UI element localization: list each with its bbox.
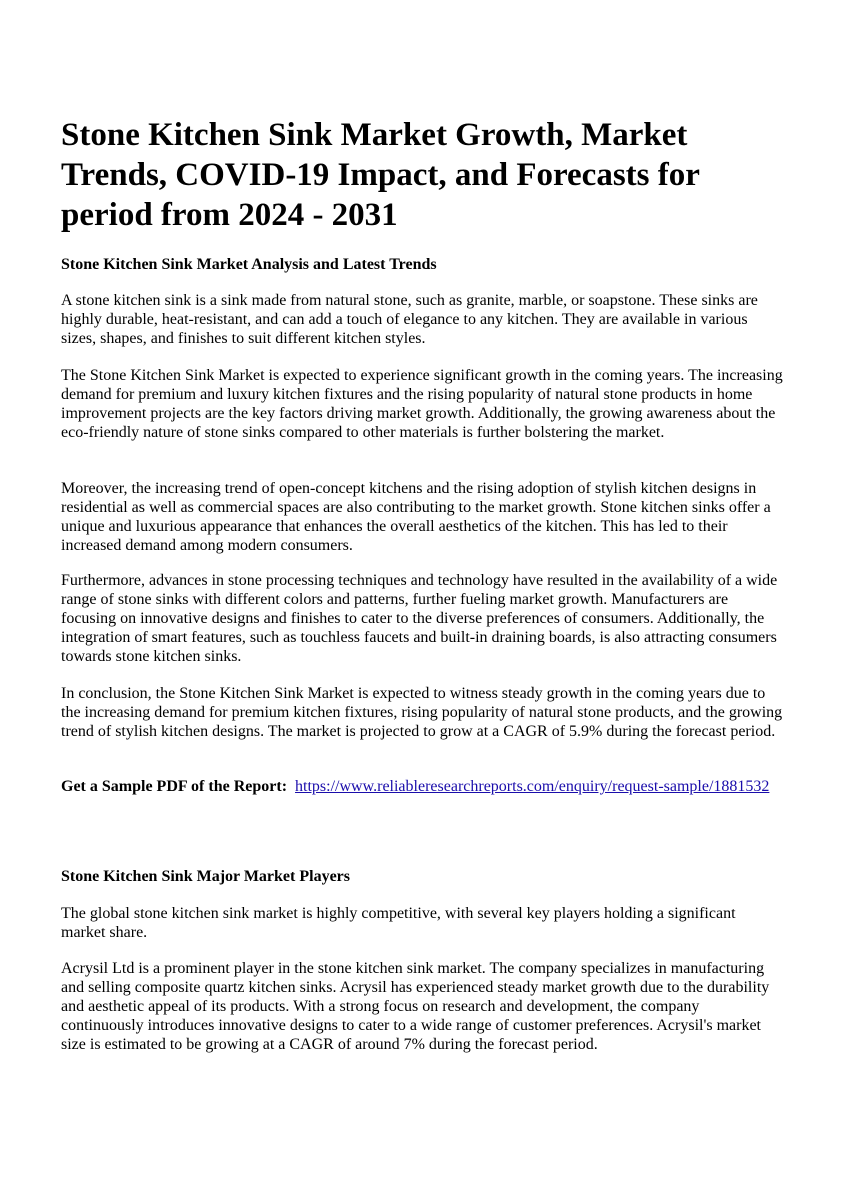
sample-report-label: Get a Sample PDF of the Report: <box>61 778 288 795</box>
paragraph-conclusion: In conclusion, the Stone Kitchen Sink Market is expected to witness steady growth in the coming years due to the increasing demand for premium kitchen fixtures, rising popularity of natural stone products, and the growing trend of stylish kitchen designs. The market is projected to grow at a CAGR of 5.9% during the forecast period. <box>61 685 783 740</box>
paragraph-processing-advances: Furthermore, advances in stone processing techniques and technology have resulted in the availability of a wide range of stone sinks with different colors and patterns, further fueling market growth. Manufacturers are focusing on innovative designs and finishes to cater to the diverse preferences of consumers. Additionally, the integration of smart features, such as touchless faucets and built-in draining boards, is also attracting consumers towards stone kitchen sinks. <box>61 572 778 665</box>
paragraph-competition: The global stone kitchen sink market is highly competitive, with several key players holding a significant market share. <box>61 905 736 941</box>
section-heading-analysis: Stone Kitchen Sink Market Analysis and Latest Trends <box>61 256 437 273</box>
sample-report-link[interactable]: https://www.reliableresearchreports.com/enquiry/request-sample/1881532 <box>295 778 770 795</box>
sample-report-line <box>61 777 783 796</box>
paragraph-acrysil: Acrysil Ltd is a prominent player in the stone kitchen sink market. The company specializes in manufacturing and selling composite quartz kitchen sinks. Acrysil has experienced steady market growth due to the durability and aesthetic appeal of its products. With a strong focus on research and development, the company continuously introduces innovative designs to cater to a wide range of customer preferences. Acrysil's market size is estimated to be growing at a CAGR of around 7% during the forecast period. <box>61 960 770 1053</box>
paragraph-definition: A stone kitchen sink is a sink made from natural stone, such as granite, marble, or soapstone. These sinks are highly durable, heat-resistant, and can add a touch of elegance to any kitchen. They are available in various sizes, shapes, and finishes to suit different kitchen styles. <box>61 292 758 347</box>
paragraph-market-growth: The Stone Kitchen Sink Market is expected to experience significant growth in the coming years. The increasing demand for premium and luxury kitchen fixtures and the rising popularity of natural stone products in home improvement projects are the key factors driving market growth. Additionally, the growing awareness about the eco-friendly nature of stone sinks compared to other materials is further bolstering the market. <box>61 367 783 441</box>
section-heading-players: Stone Kitchen Sink Major Market Players <box>61 868 351 885</box>
document-title: Stone Kitchen Sink Market Growth, Market Trends, COVID-19 Impact, and Forecasts for period from 2024 - 2031 <box>61 117 700 233</box>
paragraph-open-concept: Moreover, the increasing trend of open-concept kitchens and the rising adoption of stylish kitchen designs in residential as well as commercial spaces are also contributing to the market growth. Stone kitchen sinks offer a unique and luxurious appearance that enhances the overall aesthetics of the kitchen. This has led to their increased demand among modern consumers. <box>61 480 771 554</box>
